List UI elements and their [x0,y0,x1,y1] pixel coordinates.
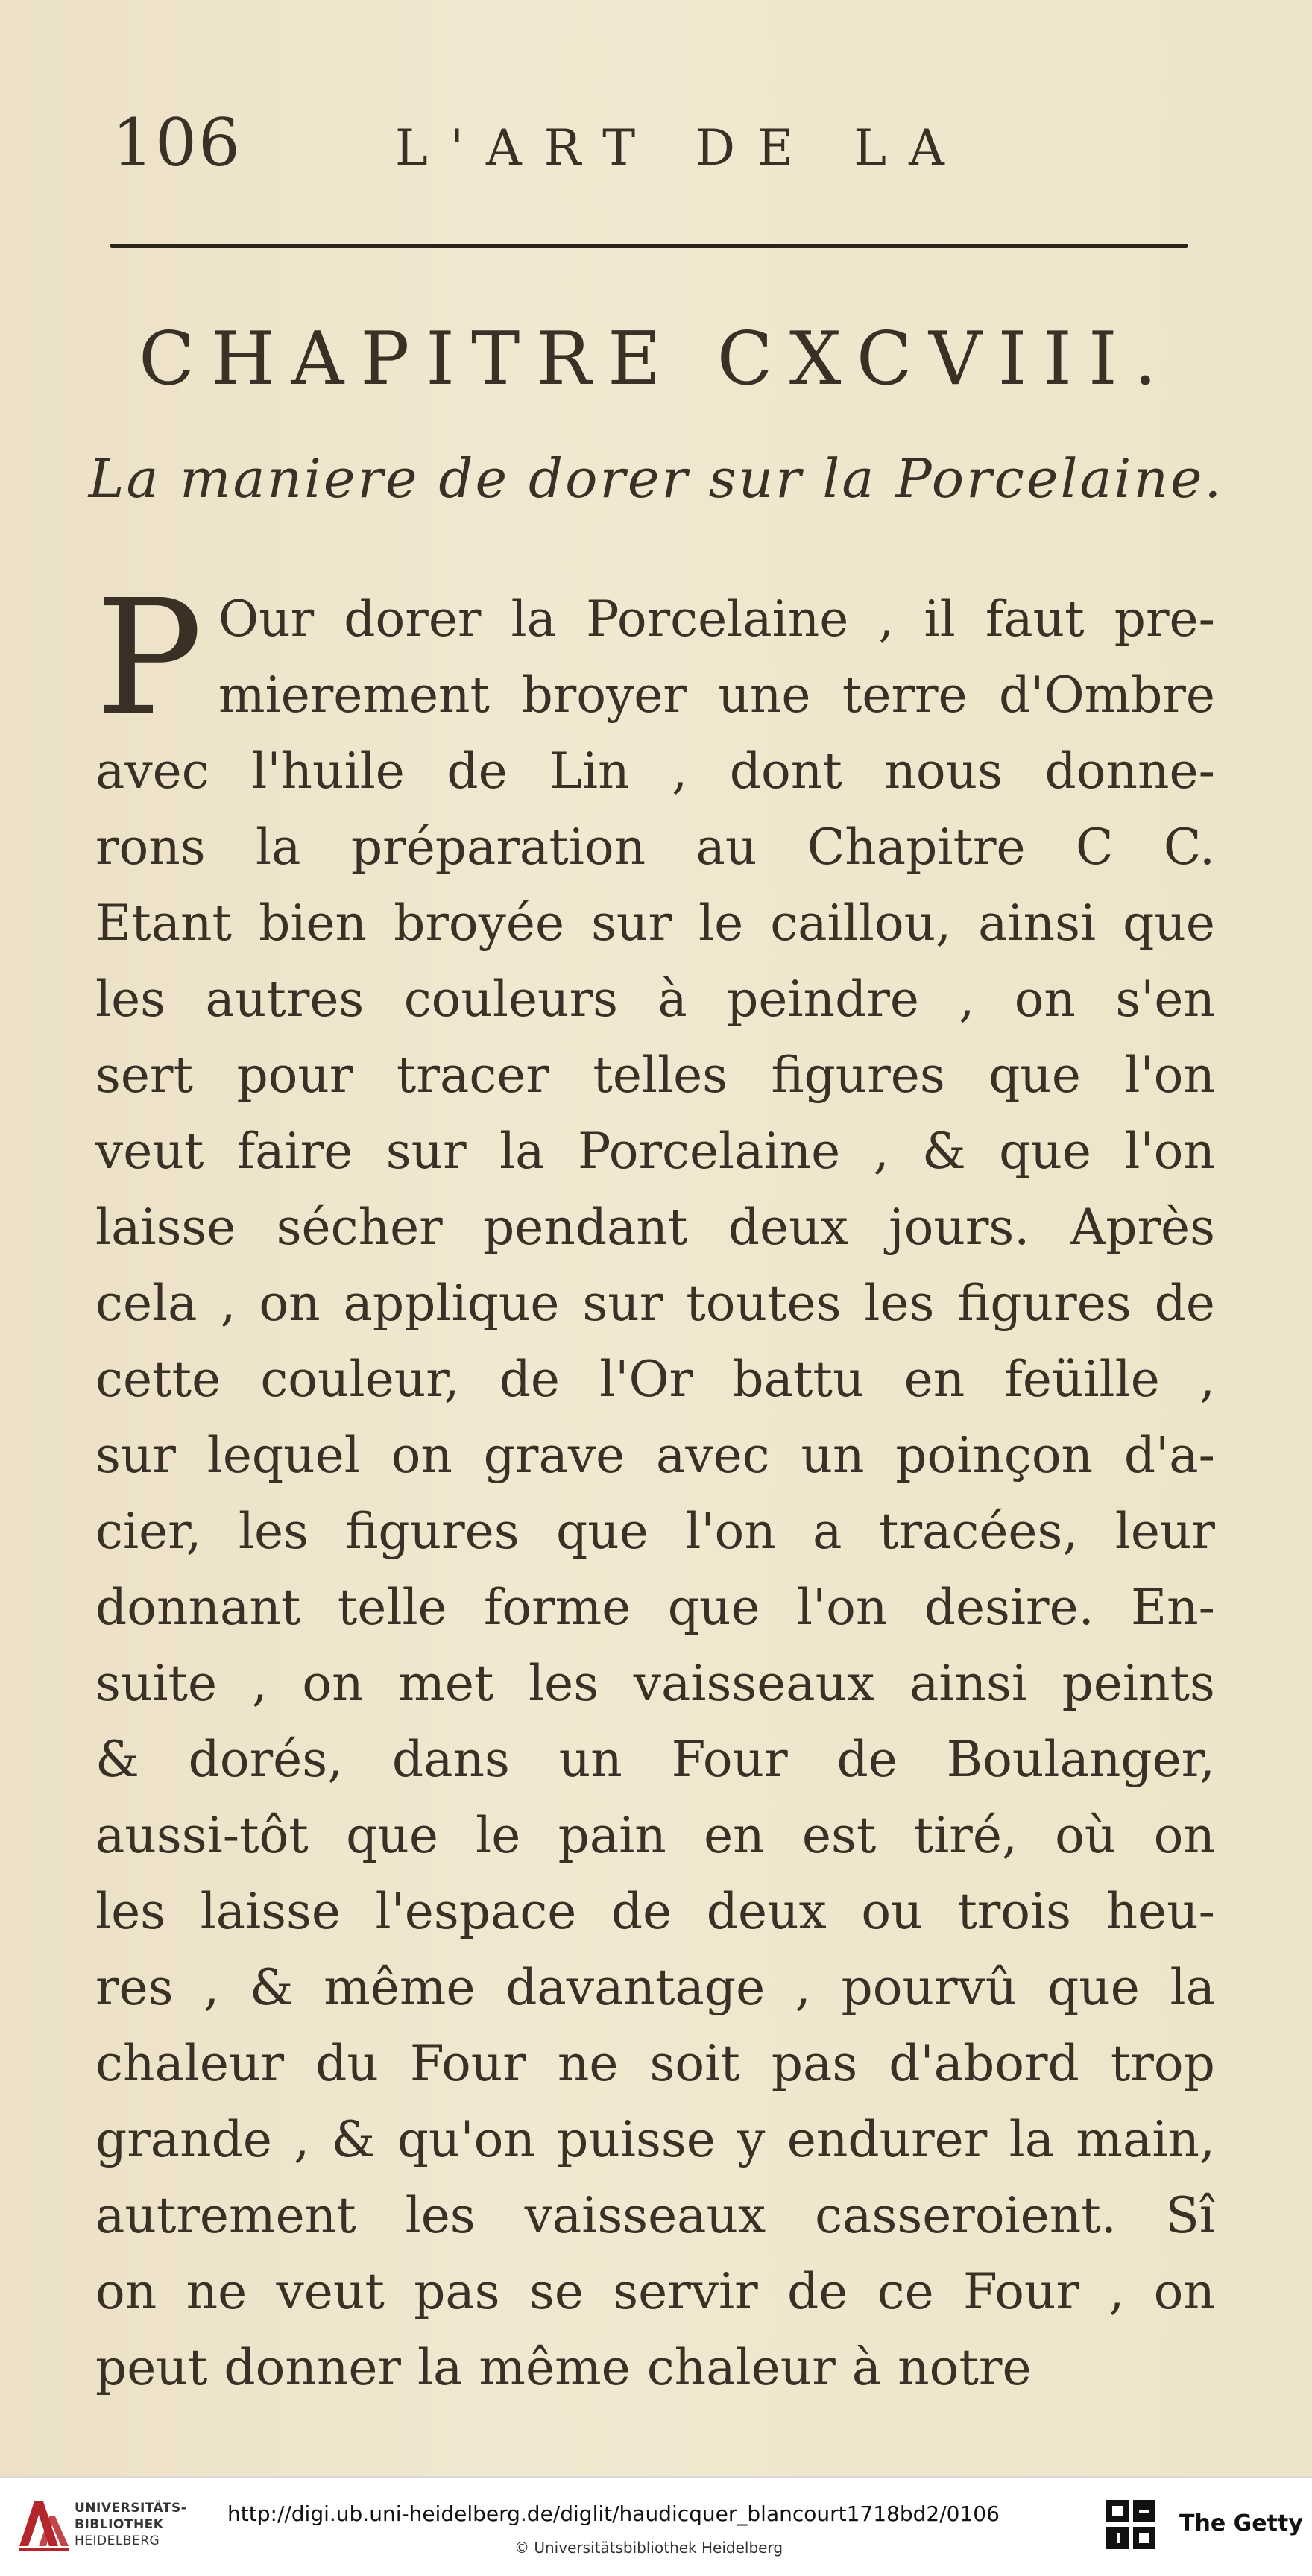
running-head [112,104,1200,194]
drop-cap: P [95,566,203,751]
chapter-title: CHAPITRE CXCVIII. [139,317,1173,402]
text-line: laisse sécher pendant deux jours. Après [95,1199,1215,1256]
permalink[interactable]: http://digi.ub.uni-heidelberg.de/diglit/haudicquer_blancourt1718bd2/0106 [227,2501,1000,2526]
text-line: mierement broyer une terre d'Ombre [218,666,1215,724]
text-line: cette couleur, de l'Or battu en feüille , [95,1351,1215,1408]
library-name-line: BIBLIOTHEK [75,2517,164,2532]
text-line: avec l'huile de Lin , dont nous donne- [95,742,1215,800]
text-line: sert pour tracer telles figures que l'on [95,1046,1215,1104]
text-line: res , & même davantage , pourvû que la [95,1959,1215,2016]
library-name [75,2500,186,2549]
page-number: 106 [112,104,242,181]
text-line: les autres couleurs à peindre , on s'en [95,970,1215,1028]
text-line: chaleur du Four ne soit pas d'abord trop [95,2035,1215,2092]
chapter-subtitle: La maniere de dorer sur la Porcelaine. [88,447,1224,510]
text-line: rons la préparation au Chapitre C C. [95,818,1215,876]
text-line: veut faire sur la Porcelaine , & que l'on [95,1123,1215,1180]
text-line: les laisse l'espace de deux ou trois heu- [95,1883,1215,1940]
getty-name: The Getty [1179,2510,1303,2536]
body-text [95,566,1215,2406]
text-line: peut donner la même chaleur à notre [95,2339,1032,2396]
text-lines [95,566,1215,2406]
text-line: autrement les vaisseaux casseroient. Sî [95,2187,1215,2244]
text-line: grande , & qu'on puisse y endurer la main, [95,2111,1215,2168]
text-line: cier, les figures que l'on a tracées, leur [95,1503,1215,1560]
getty-logo-icon [1105,2498,1157,2551]
text-line: sur lequel on grave avec un poinçon d'a- [95,1427,1215,1484]
text-line: aussi-tôt que le pain en est tiré, où on [95,1807,1215,1864]
ub-heidelberg-logo-icon [13,2494,73,2554]
text-line: on ne veut pas se servir de ce Four , on [95,2263,1215,2320]
text-line: & dorés, dans un Four de Boulanger, [95,1731,1215,1788]
text-line: suite , on met les vaisseaux ainsi peints [95,1655,1215,1712]
library-name-line: UNIVERSITÄTS- [75,2501,187,2516]
text-line: Our dorer la Porcelaine , il faut pre- [218,590,1215,648]
footer-bar [0,2476,1312,2576]
header-rule [110,244,1188,248]
running-title: L'ART DE LA [395,119,967,177]
text-line: donnant telle forme que l'on desire. En- [95,1579,1215,1636]
text-line: Etant bien broyée sur le caillou, ainsi que [95,894,1215,952]
library-name-line: HEIDELBERG [75,2534,160,2548]
copyright-notice: © Universitätsbibliothek Heidelberg [514,2539,783,2557]
text-line: cela , on applique sur toutes les figures de [95,1275,1215,1332]
